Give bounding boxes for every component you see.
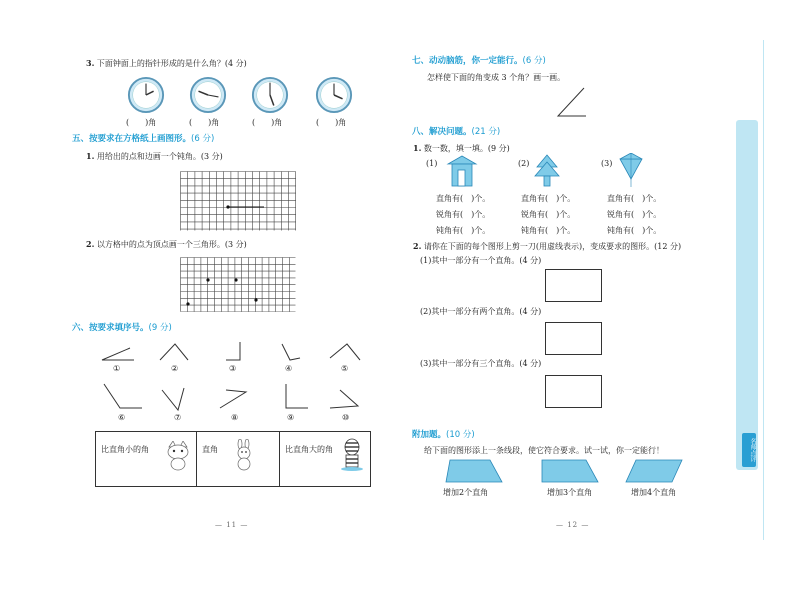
bonus-shape-3[interactable] bbox=[624, 459, 684, 483]
section-6-title: 六、按要求填序号。(9 分) bbox=[72, 323, 172, 333]
s5q1-heading: 1. 用给出的点和边画一个钝角。(3 分) bbox=[86, 151, 223, 161]
bonus-shape-2[interactable] bbox=[540, 459, 600, 483]
fig3-row-acute[interactable]: 锐角有( )个。 bbox=[607, 210, 662, 219]
margin-rule bbox=[763, 40, 764, 540]
angle-label-6: ⑥ bbox=[118, 413, 126, 422]
q3-text: 下面钟面上的指针形成的是什么角？(4 分) bbox=[96, 59, 247, 68]
cut-rect-1[interactable] bbox=[545, 269, 602, 302]
angle-4 bbox=[282, 344, 300, 360]
clock-1-icon bbox=[127, 76, 165, 114]
s7-angle[interactable] bbox=[556, 86, 588, 120]
zebra-icon bbox=[339, 437, 365, 471]
clock-3-icon bbox=[251, 76, 289, 114]
s8q2-heading: 2. 请你在下面的每个图形上剪一刀(用虚线表示)，变成要求的图形。(12 分) bbox=[413, 241, 682, 251]
cell-right-label: 直角 bbox=[202, 445, 218, 454]
fig2-row-right[interactable]: 直角有( )个。 bbox=[521, 194, 576, 203]
angle-3 bbox=[226, 342, 240, 360]
angle-label-3: ③ bbox=[229, 364, 237, 373]
angle-5 bbox=[330, 344, 360, 360]
angle-2 bbox=[160, 344, 188, 360]
q3-number: 3. bbox=[86, 58, 95, 68]
fig1-row-acute[interactable]: 锐角有( )个。 bbox=[436, 210, 491, 219]
figure-label-3: (3) bbox=[601, 159, 613, 168]
figure-label-2: (2) bbox=[518, 159, 530, 168]
cell-less-label: 比直角小的角 bbox=[101, 445, 149, 454]
cut-rect-2[interactable] bbox=[545, 322, 602, 355]
angle-label-9: ⑨ bbox=[287, 413, 295, 422]
fig3-row-obtuse[interactable]: 钝角有( )个。 bbox=[607, 226, 662, 235]
cat-icon bbox=[165, 441, 191, 471]
cut-rect-3[interactable] bbox=[545, 375, 602, 408]
tree-figure bbox=[533, 154, 561, 188]
clock-answer-4[interactable]: ( )角 bbox=[316, 118, 347, 127]
angle-label-8: ⑧ bbox=[231, 413, 239, 422]
grid-paper-2[interactable] bbox=[180, 257, 296, 312]
angle-label-2: ② bbox=[171, 364, 179, 373]
cell-greater-label: 比直角大的角 bbox=[285, 445, 333, 454]
page-number-right: — 12 — bbox=[556, 521, 590, 529]
grid-paper-1[interactable] bbox=[180, 171, 296, 231]
section-7-title: 七、动动脑筋，你一定能行。(6 分) bbox=[412, 56, 546, 66]
angle-10 bbox=[330, 390, 358, 408]
section-8-title: 八、解决问题。(21 分) bbox=[412, 127, 501, 137]
bonus-label-1: 增加2个直角 bbox=[443, 488, 489, 497]
fig2-row-acute[interactable]: 锐角有( )个。 bbox=[521, 210, 576, 219]
bonus-shape-1[interactable] bbox=[444, 459, 504, 483]
clock-4-icon bbox=[315, 76, 353, 114]
cut-item-3: (3)其中一部分有三个直角。(4 分) bbox=[420, 359, 542, 368]
angle-6 bbox=[104, 384, 142, 408]
section-5-title: 五、按要求在方格纸上画图形。(6 分) bbox=[72, 134, 215, 144]
page-number-left: — 11 — bbox=[215, 521, 249, 529]
figure-label-1: (1) bbox=[426, 159, 438, 168]
fig2-row-obtuse[interactable]: 钝角有( )个。 bbox=[521, 226, 576, 235]
bonus-label-3: 增加4个直角 bbox=[631, 488, 677, 497]
cut-item-2: (2)其中一部分有两个直角。(4 分) bbox=[420, 307, 542, 316]
angle-9 bbox=[286, 384, 308, 408]
house-figure bbox=[446, 154, 478, 188]
fig1-row-obtuse[interactable]: 钝角有( )个。 bbox=[436, 226, 491, 235]
clock-2-icon bbox=[189, 76, 227, 114]
angle-label-7: ⑦ bbox=[174, 413, 182, 422]
angle-label-10: ⑩ bbox=[342, 413, 350, 422]
q3-heading bbox=[86, 58, 247, 69]
angle-7 bbox=[162, 388, 184, 410]
s7-text: 怎样使下面的角变成 3 个角？画一画。 bbox=[427, 73, 566, 82]
angle-1 bbox=[102, 348, 134, 360]
clock-answer-3[interactable]: ( )角 bbox=[252, 118, 283, 127]
cell-less-than-right[interactable] bbox=[96, 432, 197, 487]
clock-answer-2[interactable]: ( )角 bbox=[189, 118, 220, 127]
angle-8 bbox=[220, 390, 246, 408]
bonus-label-2: 增加3个直角 bbox=[547, 488, 593, 497]
cell-right-angle[interactable] bbox=[197, 432, 280, 487]
rabbit-icon bbox=[232, 439, 256, 471]
clock-answer-1[interactable]: ( )角 bbox=[126, 118, 157, 127]
fig3-row-right[interactable]: 直角有( )个。 bbox=[607, 194, 662, 203]
s8q1-heading: 1. 数一数，填一填。(9 分) bbox=[413, 143, 510, 153]
fig1-row-right[interactable]: 直角有( )个。 bbox=[436, 194, 491, 203]
cut-item-1: (1)其中一部分有一个直角。(4 分) bbox=[420, 256, 542, 265]
cell-greater-than-right[interactable] bbox=[280, 432, 371, 487]
teacher-comment-tab[interactable]: 名师点评 bbox=[742, 433, 756, 467]
bonus-title: 附加题。(10 分) bbox=[412, 430, 475, 440]
angle-label-4: ④ bbox=[285, 364, 293, 373]
s5q2-heading: 2. 以方格中的点为顶点画一个三角形。(3 分) bbox=[86, 239, 247, 249]
kite-figure bbox=[618, 153, 644, 189]
classification-table bbox=[95, 431, 371, 487]
bonus-text: 给下面的图形添上一条线段，使它符合要求。试一试，你一定能行！ bbox=[424, 446, 664, 455]
angle-label-5: ⑤ bbox=[341, 364, 349, 373]
angle-label-1: ① bbox=[113, 364, 121, 373]
margin-sidebar bbox=[736, 120, 758, 470]
